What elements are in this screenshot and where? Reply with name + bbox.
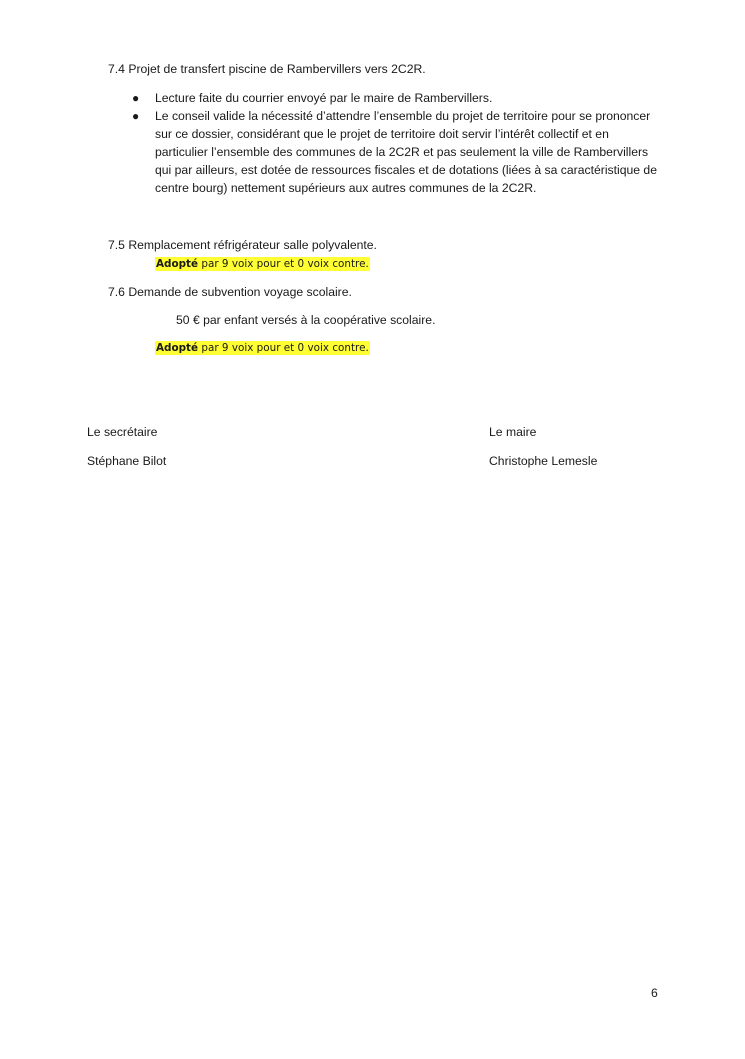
- vote-result-text: par 9 voix pour et 0 voix contre.: [198, 342, 369, 354]
- section-7-6-heading: 7.6 Demande de subvention voyage scolaire.: [108, 285, 352, 299]
- section-7-4-bullet-list: [130, 89, 660, 197]
- section-7-5-heading: 7.5 Remplacement réfrigérateur salle polyvalente.: [108, 238, 377, 252]
- vote-result-text: par 9 voix pour et 0 voix contre.: [198, 258, 369, 270]
- secretary-role: Le secrétaire: [87, 425, 158, 439]
- vote-result: [155, 341, 370, 355]
- bullet-icon: ●: [132, 109, 140, 123]
- bullet-text: Lecture faite du courrier envoyé par le maire de Rambervillers.: [155, 91, 493, 105]
- mayor-role: Le maire: [489, 425, 537, 439]
- vote-result-label: Adopté: [156, 342, 199, 354]
- page-number: 6: [651, 986, 658, 1000]
- section-7-6-detail: 50 € par enfant versés à la coopérative scolaire.: [176, 313, 436, 327]
- mayor-name: Christophe Lemesle: [489, 454, 598, 468]
- secretary-name: Stéphane Bilot: [87, 454, 167, 468]
- list-item: [130, 107, 660, 197]
- vote-result: [155, 257, 370, 271]
- section-7-4-heading: 7.4 Projet de transfert piscine de Rambervillers vers 2C2R.: [108, 62, 426, 76]
- vote-result-label: Adopté: [156, 258, 199, 270]
- bullet-icon: ●: [132, 91, 140, 105]
- bullet-text: Le conseil valide la nécessité d’attendre l’ensemble du projet de territoire pour se prononcer sur ce dossier, considérant que le projet de territoire doit servir l’intérêt collectif et en particulier l’ensemble des communes de la 2C2R et pas seulement la ville de Rambervillers qui par ailleurs, est dotée de ressources fiscales et de dotations (liées à sa caractéristique de centre bourg) nettement supérieurs aux autres communes de la 2C2R.: [155, 109, 657, 195]
- list-item: [130, 89, 660, 107]
